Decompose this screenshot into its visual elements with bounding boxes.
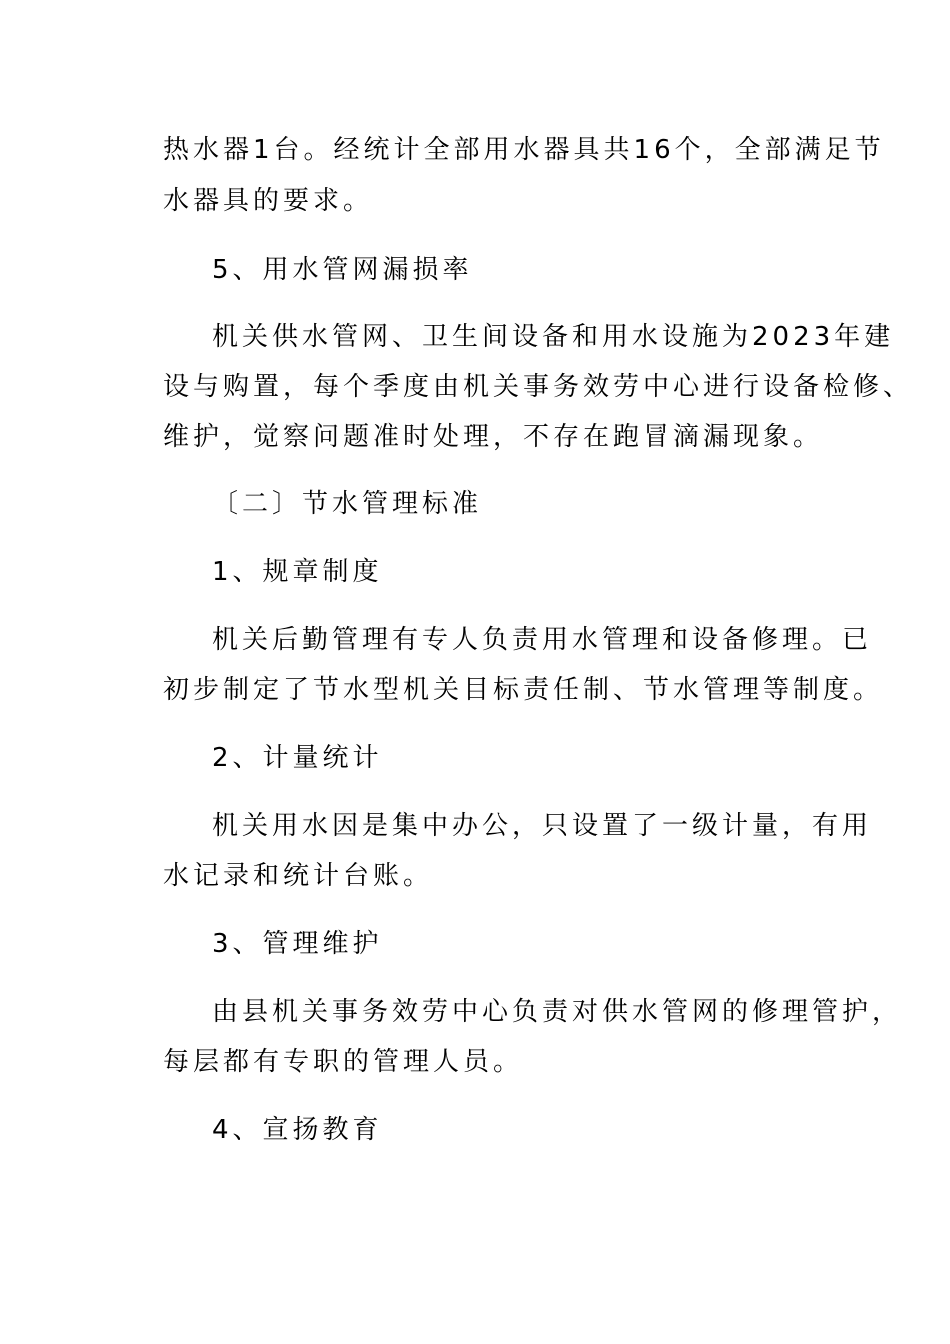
paragraph-line: 水记录和统计台账。 xyxy=(163,861,434,891)
paragraph-line: 维护，觉察问题准时处理，不存在跑冒滴漏现象。 xyxy=(163,422,824,452)
section-heading: 5、用水管网漏损率 xyxy=(212,255,473,285)
paragraph-line: 由县机关事务效劳中心负责对供水管网的修理管护， xyxy=(212,997,903,1027)
paragraph-line: 机关后勤管理有专人负责用水管理和设备修理。已 xyxy=(212,625,873,655)
paragraph-line: 水器具的要求。 xyxy=(163,186,374,216)
section-heading: 4、宣扬教育 xyxy=(212,1115,383,1145)
paragraph-line: 机关供水管网、卫生间设备和用水设施为2023年建 xyxy=(212,322,895,352)
section-heading: 〔二〕节水管理标准 xyxy=(212,489,483,519)
section-heading: 3、管理维护 xyxy=(212,929,383,959)
paragraph-line: 热水器1台。经统计全部用水器具共16个，全部满足节 xyxy=(163,135,885,165)
paragraph-line: 机关用水因是集中办公，只设置了一级计量，有用 xyxy=(212,811,873,841)
section-heading: 2、计量统计 xyxy=(212,743,383,773)
paragraph-line: 每层都有专职的管理人员。 xyxy=(163,1047,524,1077)
paragraph-line: 设与购置，每个季度由机关事务效劳中心进行设备检修、 xyxy=(163,372,914,402)
paragraph-line: 初步制定了节水型机关目标责任制、节水管理等制度。 xyxy=(163,675,884,705)
section-heading: 1、规章制度 xyxy=(212,557,383,587)
